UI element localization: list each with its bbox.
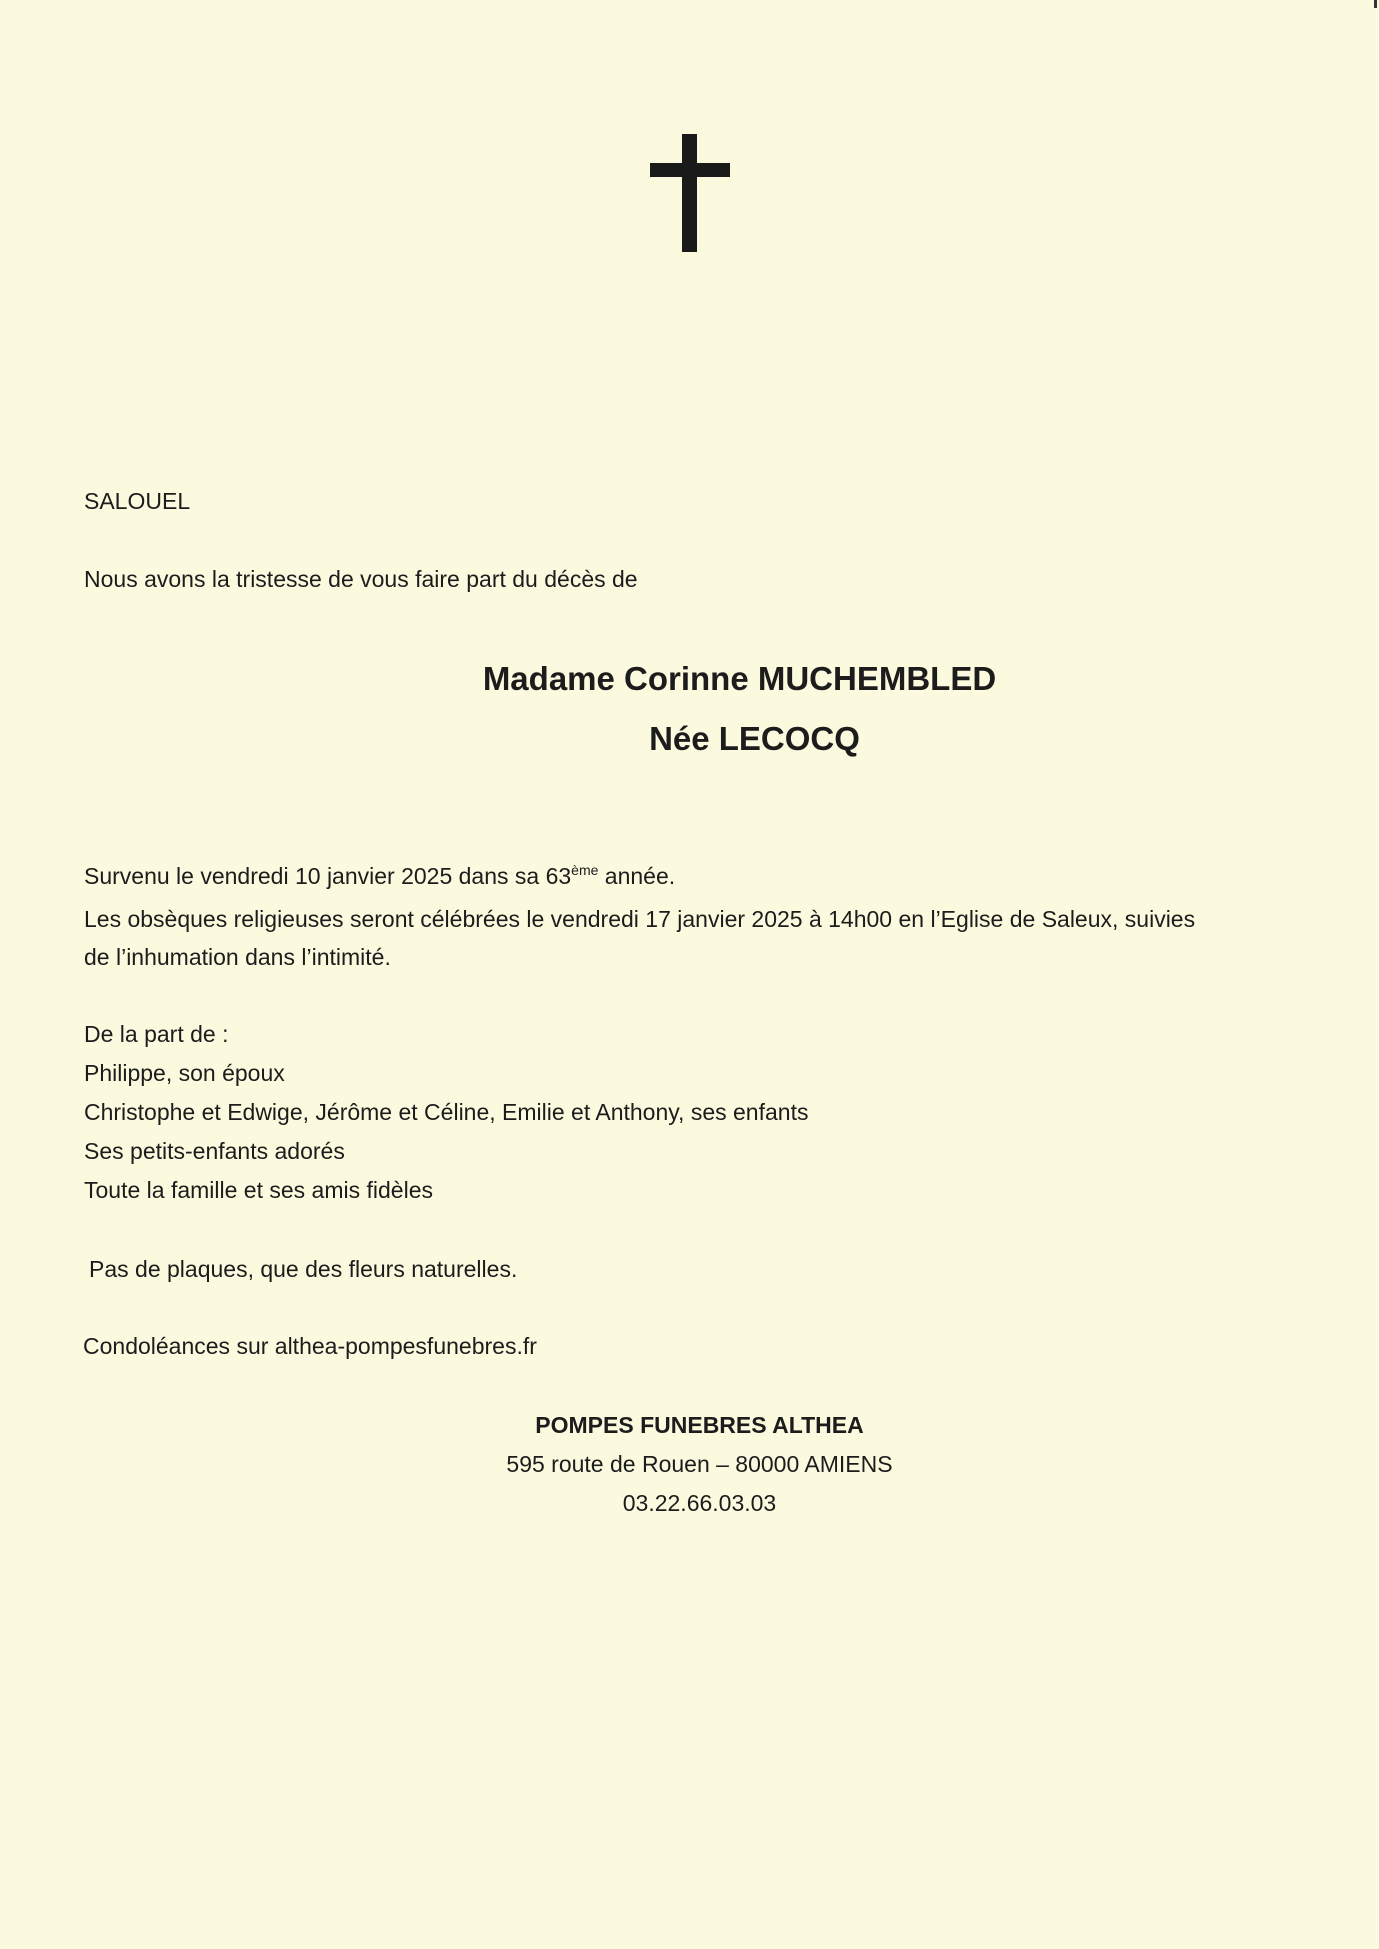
funeral-home-phone: 03.22.66.03.03 [622,1490,777,1516]
death-notice: Survenu le vendredi 10 janvier 2025 dans sa 63ème année. [84,862,676,889]
deceased-name: Madame Corinne MUCHEMBLED [482,660,997,697]
location: SALOUEL [84,488,191,514]
intro-text: Nous avons la tristesse de vous faire part du décès de [84,566,638,592]
condolences-text: Condoléances sur althea-pompesfunebres.fr [83,1333,537,1359]
family-line: Ses petits-enfants adorés [84,1138,345,1164]
flowers-note: Pas de plaques, que des fleurs naturelles. [89,1256,518,1282]
funeral-details-line2: de l’inhumation dans l’intimité. [84,944,391,970]
family-line: Christophe et Edwige, Jérôme et Céline, Emilie et Anthony, ses enfants [84,1099,809,1125]
funeral-home-address: 595 route de Rouen – 80000 AMIENS [506,1451,893,1477]
family-line: Toute la famille et ses amis fidèles [84,1177,433,1203]
cross-icon [650,134,730,252]
funeral-home-name: POMPES FUNEBRES ALTHEA [535,1412,864,1438]
funeral-details-line1: Les obsèques religieuses seront célébrées le vendredi 17 janvier 2025 à 14h00 en l’Eglise de Saleux, suivies [84,906,1196,932]
scan-edge-mark [1374,0,1377,8]
family-header: De la part de : [84,1021,229,1047]
family-line: Philippe, son époux [84,1060,285,1086]
deceased-maiden-name: Née LECOCQ [649,720,860,757]
